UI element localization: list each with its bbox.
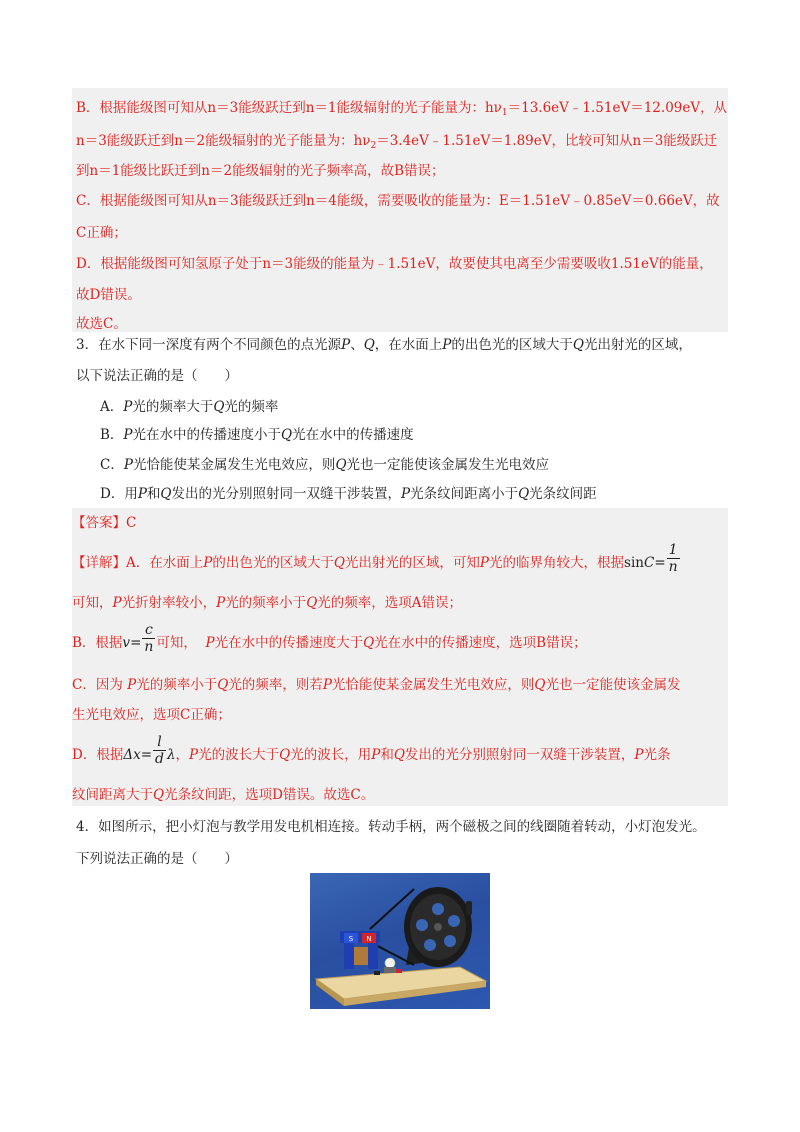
q3-option-c[interactable]: C．P光恰能使某金属发生光电效应，则Q光也一定能使该金属发生光电效应 xyxy=(100,457,550,473)
q3-detail-c-line-1: C．因为 P光的频率小于Q光的频率，则若P光恰能使某金属发生光电效应，则Q光也一定能使该金属发 xyxy=(72,677,681,693)
q3-stem-line-2: 以下说法正确的是（ ） xyxy=(76,368,238,384)
wheel-hole-4 xyxy=(424,939,436,951)
q3-stem-line-1: 3．在水下同一深度有两个不同颜色的点光源P、Q，在水面上P的出色光的区域大于Q光出射光的区域， xyxy=(76,337,692,353)
analysis-c-line-1: C．根据能级图可知从n＝3能级跃迁到n＝4能级，需要吸收的能量为：E＝1.51eV﹣0.85eV＝0.66eV，故 xyxy=(76,193,720,209)
q3-detail-c-line-2: 生光电效应，选项C正确； xyxy=(72,707,231,723)
crank-handle xyxy=(466,901,472,915)
bulb-socket xyxy=(384,967,396,973)
magnet-leg-left xyxy=(344,943,354,969)
wheel-hole-5 xyxy=(416,919,428,931)
q3-option-b[interactable]: B．P光在水中的传播速度小于Q光在水中的传播速度 xyxy=(100,427,414,443)
formula-delta-x: Δx= $\frac{l}{d}$ λ xyxy=(123,734,176,767)
q3-detail-a-line-2: 可知，P光折射率较小，P光的频率小于Q光的频率，选项A错误； xyxy=(72,595,463,611)
terminal-red xyxy=(396,969,402,973)
analysis-block-q2 xyxy=(72,88,728,332)
q3-answer: 【答案】C xyxy=(72,515,137,531)
generator-illustration xyxy=(310,873,490,1009)
q3-option-a[interactable]: A．P光的频率大于Q光的频率 xyxy=(100,399,279,415)
q3-detail-d-line-1: D．根据Δx= $\frac{l}{d}$ λ，P光的波长大于Q光的波长，用P和Q发出的光分别照射同一双缝干涉装置，P光条 xyxy=(72,734,671,767)
analysis-b-line-2: n＝3能级跃迁到n＝2能级辐射的光子能量为：$h\nu_2=3.4eV﹣1.51eV=1.89eV$，比较可知从n＝3能级跃迁 xyxy=(76,133,718,151)
q3-option-d[interactable]: D．用P和Q发出的光分别照射同一双缝干涉装置，P光条纹间距离小于Q光条纹间距 xyxy=(100,486,597,502)
wheel-hub xyxy=(434,923,442,931)
q3-detail-a-line-1: 【详解】A．在水面上P的出色光的区域大于Q光出射光的区域，可知P光的临界角较大，根据sinC= $\frac{1}{n}$ xyxy=(72,552,681,575)
formula-v: v= $\frac{c}{n}$ xyxy=(122,622,154,655)
q3-detail-b: B．根据v= $\frac{c}{n}$ 可知， P光在水中的传播速度大于Q光在水中的传播速度，选项B错误； xyxy=(72,622,587,655)
coil xyxy=(354,947,368,965)
analysis-d-line-2: 故D错误。 xyxy=(76,287,141,303)
wheel-hole-3 xyxy=(444,935,456,947)
magnet-leg-right xyxy=(368,943,378,969)
q3-detail-d-line-2: 纹间距离大于Q光条纹间距，选项D错误。故选C。 xyxy=(72,787,375,803)
analysis-b-line-3: 到n＝1能级比跃迁到n＝2能级辐射的光子频率高，故B错误； xyxy=(76,163,445,179)
analysis-conclusion: 故选C。 xyxy=(76,316,127,332)
q4-stem-line-2: 下列说法正确的是（ ） xyxy=(76,851,238,867)
q4-stem-line-1: 4．如图所示，把小灯泡与教学用发电机相连接。转动手柄，两个磁极之间的线圈随着转动，小灯泡发光。 xyxy=(76,819,706,835)
analysis-c-line-2: C正确； xyxy=(76,225,127,241)
light-bulb xyxy=(385,958,395,968)
generator-photo xyxy=(310,873,490,1009)
magnet-s-label: S xyxy=(348,935,354,943)
analysis-d-line-1: D．根据能级图可知氢原子处于n＝3能级的能量为﹣1.51eV，故要使其电离至少需要吸收1.51eV的能量， xyxy=(76,256,713,272)
magnet-n-label: N xyxy=(366,935,372,943)
wheel-hole-2 xyxy=(448,915,460,927)
analysis-b-line-1: B．根据能级图可知从n＝3能级跃迁到n＝1能级辐射的光子能量为：$h\nu_1=13.6eV﹣1.51eV=12.09eV$，从 xyxy=(76,100,728,118)
formula-sinc: sinC= $\frac{1}{n}$ xyxy=(624,542,678,575)
terminal-black xyxy=(374,971,380,975)
wheel-hole-1 xyxy=(432,903,444,915)
